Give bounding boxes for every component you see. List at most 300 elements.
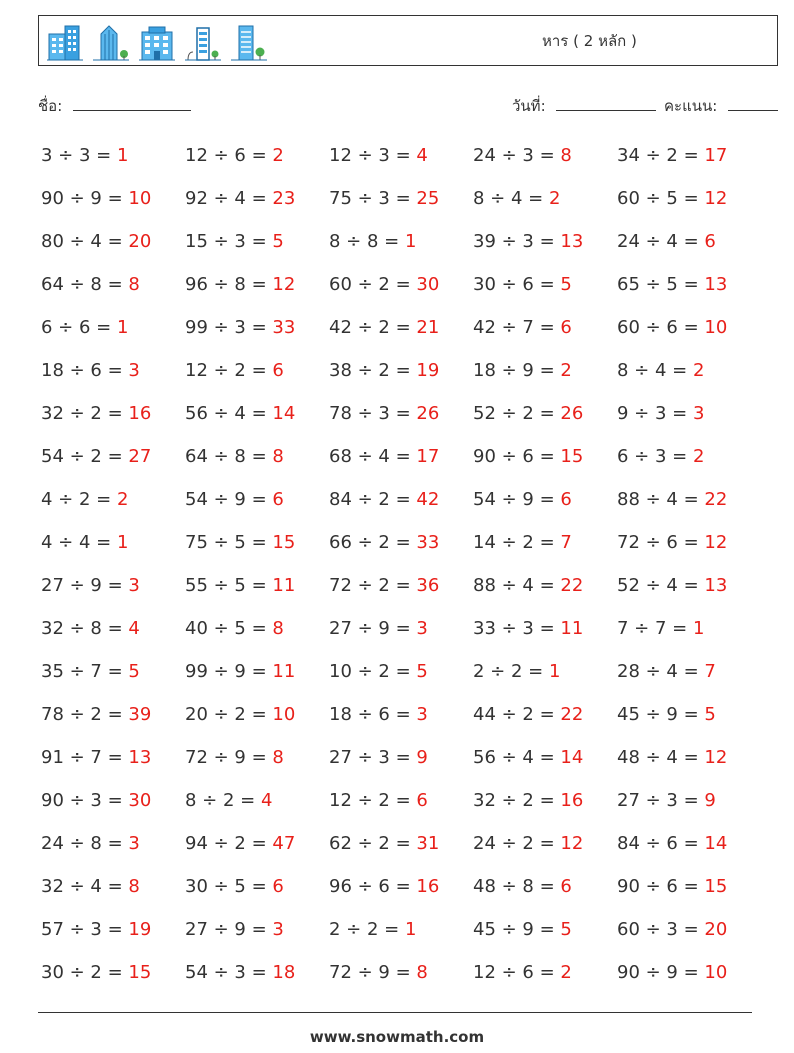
problem bbox=[473, 532, 617, 553]
problem-question: 32 ÷ 4 = bbox=[41, 876, 129, 897]
problem-answer: 11 bbox=[272, 575, 296, 596]
problem-row bbox=[41, 865, 761, 908]
problem-answer: 2 bbox=[692, 360, 705, 381]
problem-answer: 1 bbox=[116, 317, 129, 338]
problem-answer: 9 bbox=[704, 790, 716, 811]
problem-answer: 16 bbox=[128, 403, 152, 424]
problem bbox=[41, 231, 185, 252]
problem bbox=[329, 532, 473, 553]
problem-answer: 11 bbox=[560, 618, 584, 639]
problem-answer: 7 bbox=[560, 532, 572, 553]
problem bbox=[41, 360, 185, 381]
problem-row bbox=[41, 521, 761, 564]
problem-question: 2 ÷ 2 = bbox=[329, 919, 405, 940]
problem bbox=[617, 790, 761, 811]
problem-answer: 42 bbox=[416, 489, 440, 510]
problem bbox=[185, 274, 329, 295]
problem-question: 57 ÷ 3 = bbox=[41, 919, 129, 940]
problem bbox=[473, 618, 617, 639]
problem bbox=[185, 747, 329, 768]
problem-answer: 17 bbox=[704, 145, 728, 166]
name-field[interactable] bbox=[38, 94, 191, 118]
problem-question: 30 ÷ 6 = bbox=[473, 274, 561, 295]
problem-question: 72 ÷ 6 = bbox=[617, 532, 705, 553]
problem-answer: 8 bbox=[128, 274, 140, 295]
problem-question: 6 ÷ 3 = bbox=[617, 446, 693, 467]
problem-row bbox=[41, 693, 761, 736]
problem-answer: 5 bbox=[704, 704, 716, 725]
problem-question: 27 ÷ 9 = bbox=[329, 618, 417, 639]
problem-question: 24 ÷ 2 = bbox=[473, 833, 561, 854]
problem-question: 15 ÷ 3 = bbox=[185, 231, 273, 252]
problem-row bbox=[41, 736, 761, 779]
problem-answer: 30 bbox=[128, 790, 152, 811]
problem-question: 32 ÷ 8 = bbox=[41, 618, 129, 639]
problem-answer: 10 bbox=[128, 188, 152, 209]
problem-question: 72 ÷ 2 = bbox=[329, 575, 417, 596]
problem-answer: 6 bbox=[560, 489, 572, 510]
problem-question: 65 ÷ 5 = bbox=[617, 274, 705, 295]
problem-answer: 10 bbox=[272, 704, 296, 725]
problem bbox=[329, 231, 473, 252]
problem-answer: 25 bbox=[416, 188, 440, 209]
office-building-icon bbox=[45, 22, 85, 62]
problem-question: 12 ÷ 3 = bbox=[329, 145, 417, 166]
problem bbox=[41, 575, 185, 596]
header-icons bbox=[45, 22, 269, 62]
problem-question: 30 ÷ 2 = bbox=[41, 962, 129, 983]
problem-question: 56 ÷ 4 = bbox=[185, 403, 273, 424]
name-line[interactable] bbox=[73, 96, 191, 111]
problem-answer: 3 bbox=[416, 704, 428, 725]
problem-answer: 20 bbox=[128, 231, 152, 252]
problem-question: 52 ÷ 2 = bbox=[473, 403, 561, 424]
problem-question: 8 ÷ 2 = bbox=[185, 790, 261, 811]
problem-question: 96 ÷ 6 = bbox=[329, 876, 417, 897]
date-field[interactable] bbox=[512, 94, 656, 118]
tall-building-with-tree-icon bbox=[229, 22, 269, 62]
score-line[interactable] bbox=[728, 96, 778, 111]
problem-answer: 6 bbox=[704, 231, 716, 252]
problem-answer: 13 bbox=[128, 747, 152, 768]
problem-question: 94 ÷ 2 = bbox=[185, 833, 273, 854]
problem-answer: 1 bbox=[548, 661, 561, 682]
problem-question: 52 ÷ 4 = bbox=[617, 575, 705, 596]
problem-answer: 14 bbox=[272, 403, 296, 424]
problem bbox=[617, 962, 761, 983]
problem-row bbox=[41, 220, 761, 263]
problem-question: 56 ÷ 4 = bbox=[473, 747, 561, 768]
problem-question: 40 ÷ 5 = bbox=[185, 618, 273, 639]
problem-question: 12 ÷ 2 = bbox=[329, 790, 417, 811]
problem-answer: 19 bbox=[128, 919, 152, 940]
problem-question: 9 ÷ 3 = bbox=[617, 403, 693, 424]
problem-question: 38 ÷ 2 = bbox=[329, 360, 417, 381]
problem-question: 84 ÷ 6 = bbox=[617, 833, 705, 854]
problem-answer: 4 bbox=[128, 618, 140, 639]
problem-question: 48 ÷ 8 = bbox=[473, 876, 561, 897]
problem-question: 4 ÷ 2 = bbox=[41, 489, 117, 510]
problem-question: 44 ÷ 2 = bbox=[473, 704, 561, 725]
name-label: ชื่อ: bbox=[38, 97, 63, 115]
problem bbox=[41, 790, 185, 811]
problem bbox=[41, 618, 185, 639]
problem bbox=[617, 747, 761, 768]
problem-question: 75 ÷ 5 = bbox=[185, 532, 273, 553]
problem-answer: 10 bbox=[704, 317, 728, 338]
problem-question: 90 ÷ 9 = bbox=[41, 188, 129, 209]
problem bbox=[617, 317, 761, 338]
problem-answer: 12 bbox=[704, 188, 728, 209]
problem-answer: 6 bbox=[272, 489, 284, 510]
problem-row bbox=[41, 951, 761, 994]
problem-question: 62 ÷ 2 = bbox=[329, 833, 417, 854]
problem bbox=[473, 360, 617, 381]
problem-answer: 26 bbox=[560, 403, 584, 424]
problem bbox=[185, 962, 329, 983]
problem bbox=[473, 188, 617, 209]
problem-answer: 8 bbox=[272, 747, 284, 768]
problem bbox=[617, 231, 761, 252]
problem-answer: 20 bbox=[704, 919, 728, 940]
problem-question: 33 ÷ 3 = bbox=[473, 618, 561, 639]
problem bbox=[329, 747, 473, 768]
problem-question: 20 ÷ 2 = bbox=[185, 704, 273, 725]
problem-question: 66 ÷ 2 = bbox=[329, 532, 417, 553]
problem-answer: 5 bbox=[272, 231, 284, 252]
problem bbox=[617, 403, 761, 424]
problem-answer: 6 bbox=[416, 790, 428, 811]
problem-answer: 47 bbox=[272, 833, 296, 854]
problem bbox=[329, 575, 473, 596]
problem-answer: 8 bbox=[560, 145, 572, 166]
problem-row bbox=[41, 435, 761, 478]
problem bbox=[329, 618, 473, 639]
score-label: คะแนน: bbox=[664, 97, 718, 115]
problem bbox=[185, 790, 329, 811]
date-label: วันที่: bbox=[512, 97, 546, 115]
problem-question: 12 ÷ 6 = bbox=[185, 145, 273, 166]
problem bbox=[473, 145, 617, 166]
problem-answer: 15 bbox=[704, 876, 728, 897]
problem-answer: 1 bbox=[404, 919, 417, 940]
problem-question: 42 ÷ 2 = bbox=[329, 317, 417, 338]
problem-question: 18 ÷ 6 = bbox=[329, 704, 417, 725]
problem bbox=[473, 919, 617, 940]
problem bbox=[185, 575, 329, 596]
problem bbox=[185, 532, 329, 553]
problem-answer: 36 bbox=[416, 575, 440, 596]
problem bbox=[617, 274, 761, 295]
problem-question: 48 ÷ 4 = bbox=[617, 747, 705, 768]
problem-question: 8 ÷ 4 = bbox=[473, 188, 549, 209]
problem-answer: 3 bbox=[128, 575, 140, 596]
problem bbox=[617, 489, 761, 510]
problem-question: 88 ÷ 4 = bbox=[617, 489, 705, 510]
problem-question: 92 ÷ 4 = bbox=[185, 188, 273, 209]
problem bbox=[41, 403, 185, 424]
problem-question: 54 ÷ 9 = bbox=[185, 489, 273, 510]
problem-question: 55 ÷ 5 = bbox=[185, 575, 273, 596]
problem-question: 54 ÷ 3 = bbox=[185, 962, 273, 983]
problem-answer: 3 bbox=[128, 833, 140, 854]
problem bbox=[329, 360, 473, 381]
problem-row bbox=[41, 392, 761, 435]
problem bbox=[473, 876, 617, 897]
problem-question: 7 ÷ 7 = bbox=[617, 618, 693, 639]
worksheet-header bbox=[38, 15, 778, 66]
problem-answer: 2 bbox=[692, 446, 705, 467]
problem bbox=[329, 274, 473, 295]
problem-answer: 22 bbox=[560, 704, 584, 725]
problem-question: 35 ÷ 7 = bbox=[41, 661, 129, 682]
problem bbox=[41, 317, 185, 338]
problem-answer: 18 bbox=[272, 962, 296, 983]
problem-answer: 3 bbox=[692, 403, 705, 424]
problem-row bbox=[41, 607, 761, 650]
problem-question: 60 ÷ 6 = bbox=[617, 317, 705, 338]
problem-answer: 5 bbox=[416, 661, 428, 682]
problem bbox=[185, 704, 329, 725]
problem-answer: 4 bbox=[416, 145, 428, 166]
problem-answer: 6 bbox=[272, 360, 284, 381]
problem-question: 90 ÷ 9 = bbox=[617, 962, 705, 983]
problem-answer: 12 bbox=[272, 274, 296, 295]
problem-question: 72 ÷ 9 = bbox=[329, 962, 417, 983]
problem bbox=[329, 790, 473, 811]
problem-question: 75 ÷ 3 = bbox=[329, 188, 417, 209]
problem-row bbox=[41, 564, 761, 607]
problem-answer: 15 bbox=[560, 446, 584, 467]
problem-answer: 13 bbox=[704, 274, 728, 295]
problem bbox=[617, 188, 761, 209]
problem-answer: 8 bbox=[128, 876, 140, 897]
problem-question: 14 ÷ 2 = bbox=[473, 532, 561, 553]
problem bbox=[617, 661, 761, 682]
problem-question: 12 ÷ 6 = bbox=[473, 962, 561, 983]
problem-question: 12 ÷ 2 = bbox=[185, 360, 273, 381]
problem bbox=[473, 661, 617, 682]
problem bbox=[617, 919, 761, 940]
problem-question: 18 ÷ 6 = bbox=[41, 360, 129, 381]
problem bbox=[617, 360, 761, 381]
problem-answer: 3 bbox=[128, 360, 140, 381]
problem bbox=[185, 618, 329, 639]
problem-answer: 2 bbox=[560, 360, 572, 381]
problem-row bbox=[41, 822, 761, 865]
problem bbox=[185, 489, 329, 510]
problem bbox=[473, 489, 617, 510]
problem bbox=[329, 403, 473, 424]
problem bbox=[329, 704, 473, 725]
problem-answer: 23 bbox=[272, 188, 296, 209]
problem-answer: 15 bbox=[272, 532, 296, 553]
problem-question: 90 ÷ 6 = bbox=[473, 446, 561, 467]
problem-answer: 27 bbox=[128, 446, 152, 467]
problem-answer: 2 bbox=[116, 489, 129, 510]
problem bbox=[41, 446, 185, 467]
problem-answer: 5 bbox=[560, 274, 572, 295]
problem-answer: 1 bbox=[116, 532, 129, 553]
problem bbox=[473, 231, 617, 252]
problem bbox=[617, 618, 761, 639]
footer-divider bbox=[38, 1012, 752, 1013]
problem-question: 80 ÷ 4 = bbox=[41, 231, 129, 252]
problem bbox=[41, 833, 185, 854]
problem-answer: 2 bbox=[560, 962, 572, 983]
problem-question: 60 ÷ 2 = bbox=[329, 274, 417, 295]
problem-question: 24 ÷ 8 = bbox=[41, 833, 129, 854]
problem-question: 27 ÷ 9 = bbox=[41, 575, 129, 596]
problem-answer: 2 bbox=[548, 188, 561, 209]
problem-question: 91 ÷ 7 = bbox=[41, 747, 129, 768]
problem-answer: 16 bbox=[560, 790, 584, 811]
problem-question: 99 ÷ 3 = bbox=[185, 317, 273, 338]
problem-answer: 7 bbox=[704, 661, 716, 682]
problem-row bbox=[41, 306, 761, 349]
score-field[interactable] bbox=[664, 94, 778, 118]
problem bbox=[617, 704, 761, 725]
problem-question: 10 ÷ 2 = bbox=[329, 661, 417, 682]
problem-question: 90 ÷ 3 = bbox=[41, 790, 129, 811]
problem-answer: 19 bbox=[416, 360, 440, 381]
problem-answer: 11 bbox=[272, 661, 296, 682]
problem bbox=[473, 446, 617, 467]
problem bbox=[473, 747, 617, 768]
problem-answer: 6 bbox=[560, 317, 572, 338]
problem-question: 24 ÷ 4 = bbox=[617, 231, 705, 252]
worksheet-title: หาร ( 2 หลัก ) bbox=[542, 32, 637, 50]
problem bbox=[41, 747, 185, 768]
problem-answer: 3 bbox=[272, 919, 284, 940]
problem-question: 54 ÷ 2 = bbox=[41, 446, 129, 467]
problem bbox=[185, 876, 329, 897]
problem-row bbox=[41, 134, 761, 177]
problem bbox=[329, 833, 473, 854]
problem-question: 45 ÷ 9 = bbox=[473, 919, 561, 940]
problem-question: 54 ÷ 9 = bbox=[473, 489, 561, 510]
problem-answer: 8 bbox=[416, 962, 428, 983]
problem bbox=[329, 489, 473, 510]
problem-question: 64 ÷ 8 = bbox=[41, 274, 129, 295]
problem-question: 4 ÷ 4 = bbox=[41, 532, 117, 553]
tower-with-tree-icon bbox=[183, 22, 223, 62]
problem-question: 6 ÷ 6 = bbox=[41, 317, 117, 338]
problem bbox=[41, 919, 185, 940]
problem-question: 39 ÷ 3 = bbox=[473, 231, 561, 252]
problem bbox=[41, 704, 185, 725]
problem-answer: 2 bbox=[272, 145, 284, 166]
problem bbox=[617, 575, 761, 596]
problem-question: 27 ÷ 3 = bbox=[329, 747, 417, 768]
problem bbox=[329, 962, 473, 983]
footer-url: www.snowmath.com bbox=[309, 1028, 485, 1046]
problem bbox=[185, 360, 329, 381]
problem bbox=[329, 661, 473, 682]
problem bbox=[473, 704, 617, 725]
problem-answer: 22 bbox=[560, 575, 584, 596]
problem-answer: 33 bbox=[272, 317, 296, 338]
problem bbox=[185, 231, 329, 252]
problem-question: 24 ÷ 3 = bbox=[473, 145, 561, 166]
problem bbox=[617, 446, 761, 467]
problem-answer: 8 bbox=[272, 618, 284, 639]
problem bbox=[329, 145, 473, 166]
problem-question: 45 ÷ 9 = bbox=[617, 704, 705, 725]
problem bbox=[41, 274, 185, 295]
problem-question: 3 ÷ 3 = bbox=[41, 145, 117, 166]
problem-question: 18 ÷ 9 = bbox=[473, 360, 561, 381]
problem bbox=[617, 833, 761, 854]
problem-answer: 15 bbox=[128, 962, 152, 983]
problem-question: 84 ÷ 2 = bbox=[329, 489, 417, 510]
problem-answer: 30 bbox=[416, 274, 440, 295]
problem-question: 78 ÷ 3 = bbox=[329, 403, 417, 424]
date-line[interactable] bbox=[556, 96, 656, 111]
problem bbox=[329, 876, 473, 897]
problem-answer: 12 bbox=[704, 532, 728, 553]
problem-answer: 6 bbox=[560, 876, 572, 897]
problem-question: 90 ÷ 6 = bbox=[617, 876, 705, 897]
problem-question: 60 ÷ 3 = bbox=[617, 919, 705, 940]
problem-question: 64 ÷ 8 = bbox=[185, 446, 273, 467]
problem bbox=[41, 661, 185, 682]
problem-answer: 1 bbox=[404, 231, 417, 252]
problem-answer: 14 bbox=[704, 833, 728, 854]
problem-question: 78 ÷ 2 = bbox=[41, 704, 129, 725]
problem-row bbox=[41, 263, 761, 306]
problem bbox=[41, 962, 185, 983]
problem-answer: 26 bbox=[416, 403, 440, 424]
problem-question: 8 ÷ 8 = bbox=[329, 231, 405, 252]
problem bbox=[473, 790, 617, 811]
problem-row bbox=[41, 908, 761, 951]
problem-question: 34 ÷ 2 = bbox=[617, 145, 705, 166]
problem-question: 2 ÷ 2 = bbox=[473, 661, 549, 682]
problem-question: 27 ÷ 3 = bbox=[617, 790, 705, 811]
problem-answer: 13 bbox=[704, 575, 728, 596]
problem bbox=[185, 188, 329, 209]
problem-question: 72 ÷ 9 = bbox=[185, 747, 273, 768]
problem-question: 28 ÷ 4 = bbox=[617, 661, 705, 682]
problem bbox=[185, 317, 329, 338]
problem-answer: 6 bbox=[272, 876, 284, 897]
problem bbox=[185, 919, 329, 940]
problem-question: 99 ÷ 9 = bbox=[185, 661, 273, 682]
problem bbox=[185, 446, 329, 467]
problem-question: 8 ÷ 4 = bbox=[617, 360, 693, 381]
problem-answer: 13 bbox=[560, 231, 584, 252]
problem-question: 30 ÷ 5 = bbox=[185, 876, 273, 897]
problem-answer: 31 bbox=[416, 833, 440, 854]
problem bbox=[329, 446, 473, 467]
problem bbox=[41, 489, 185, 510]
problem-answer: 1 bbox=[692, 618, 705, 639]
problem bbox=[185, 145, 329, 166]
problem bbox=[617, 145, 761, 166]
problem bbox=[185, 403, 329, 424]
problem bbox=[329, 317, 473, 338]
problem bbox=[41, 145, 185, 166]
problem bbox=[473, 317, 617, 338]
problem-answer: 10 bbox=[704, 962, 728, 983]
problem-question: 27 ÷ 9 = bbox=[185, 919, 273, 940]
problem-question: 32 ÷ 2 = bbox=[41, 403, 129, 424]
problem-answer: 16 bbox=[416, 876, 440, 897]
problem-answer: 33 bbox=[416, 532, 440, 553]
problem-row bbox=[41, 650, 761, 693]
problem bbox=[329, 919, 473, 940]
